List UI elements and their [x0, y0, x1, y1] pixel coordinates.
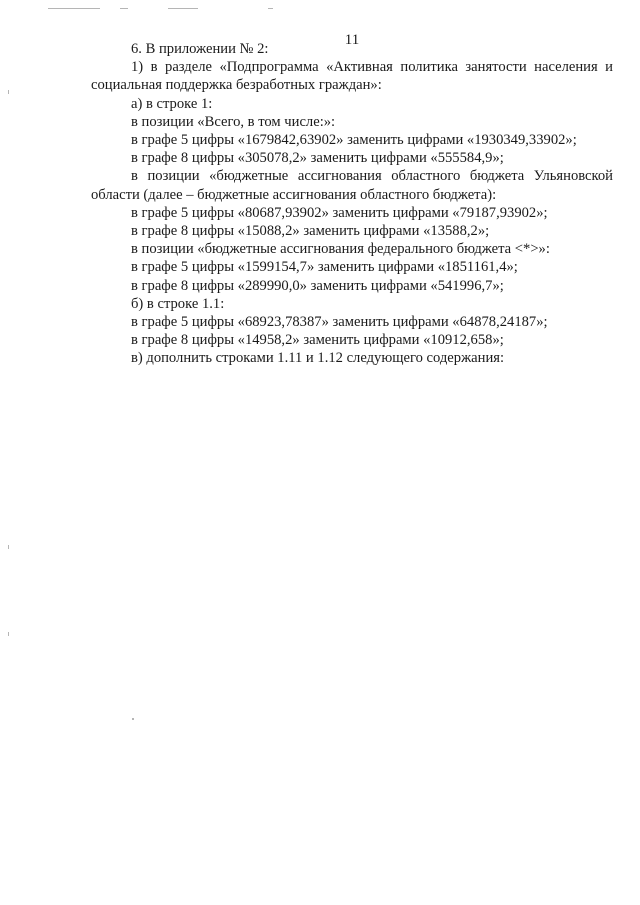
paragraph-federal-column-8: в графе 8 цифры «289990,0» заменить цифрами «541996,7»; [131, 277, 504, 294]
paragraph-add-rows: в) дополнить строками 1.11 и 1.12 следующего содержания: [131, 350, 505, 367]
paragraph-row-1-1-column-5: в графе 5 цифры «68923,78387» заменить цифрами «64878,24187»; [131, 314, 548, 331]
paragraph-position-total: в позиции «Всего, в том числе:»: [131, 113, 336, 130]
paragraph-row-1-1: б) в строке 1.1: [131, 295, 225, 312]
scan-artifact [8, 632, 9, 636]
paragraph-row-1: а) в строке 1: [131, 95, 213, 112]
paragraph-total-column-8: в графе 8 цифры «305078,2» заменить цифрами «555584,9»; [131, 150, 504, 167]
page-number: 11 [344, 32, 360, 48]
paragraph-regional-column-5: в графе 5 цифры «80687,93902» заменить цифрами «79187,93902»; [131, 204, 548, 221]
paragraph-position-regional-budget: в позиции «бюджетные ассигнования областного бюджета Ульяновской области (далее – бюджетные ассигнования областного бюджета): [91, 168, 613, 203]
scan-artifact [8, 90, 9, 94]
scan-artifact [132, 718, 134, 720]
scan-artifact [120, 8, 128, 9]
paragraph-position-federal-budget: в позиции «бюджетные ассигнования федерального бюджета <*>»: [131, 241, 550, 258]
paragraph-regional-column-8: в графе 8 цифры «15088,2» заменить цифрами «13588,2»; [131, 223, 490, 240]
paragraph-federal-column-5: в графе 5 цифры «1599154,7» заменить цифрами «1851161,4»; [131, 259, 518, 276]
scan-artifact [8, 545, 9, 549]
scan-artifact [168, 8, 198, 9]
paragraph-total-column-5: в графе 5 цифры «1679842,63902» заменить цифрами «1930349,33902»; [131, 132, 577, 149]
scan-artifact [268, 8, 273, 9]
document-body [91, 40, 613, 368]
paragraph-appendix-heading: 6. В приложении № 2: [131, 41, 269, 57]
scan-artifact [48, 8, 100, 9]
paragraph-row-1-1-column-8: в графе 8 цифры «14958,2» заменить цифрами «10912,658»; [131, 332, 504, 349]
paragraph-section-subprogram: 1) в разделе «Подпрограмма «Активная политика занятости населения и социальная поддержка безработных граждан»: [91, 59, 613, 94]
